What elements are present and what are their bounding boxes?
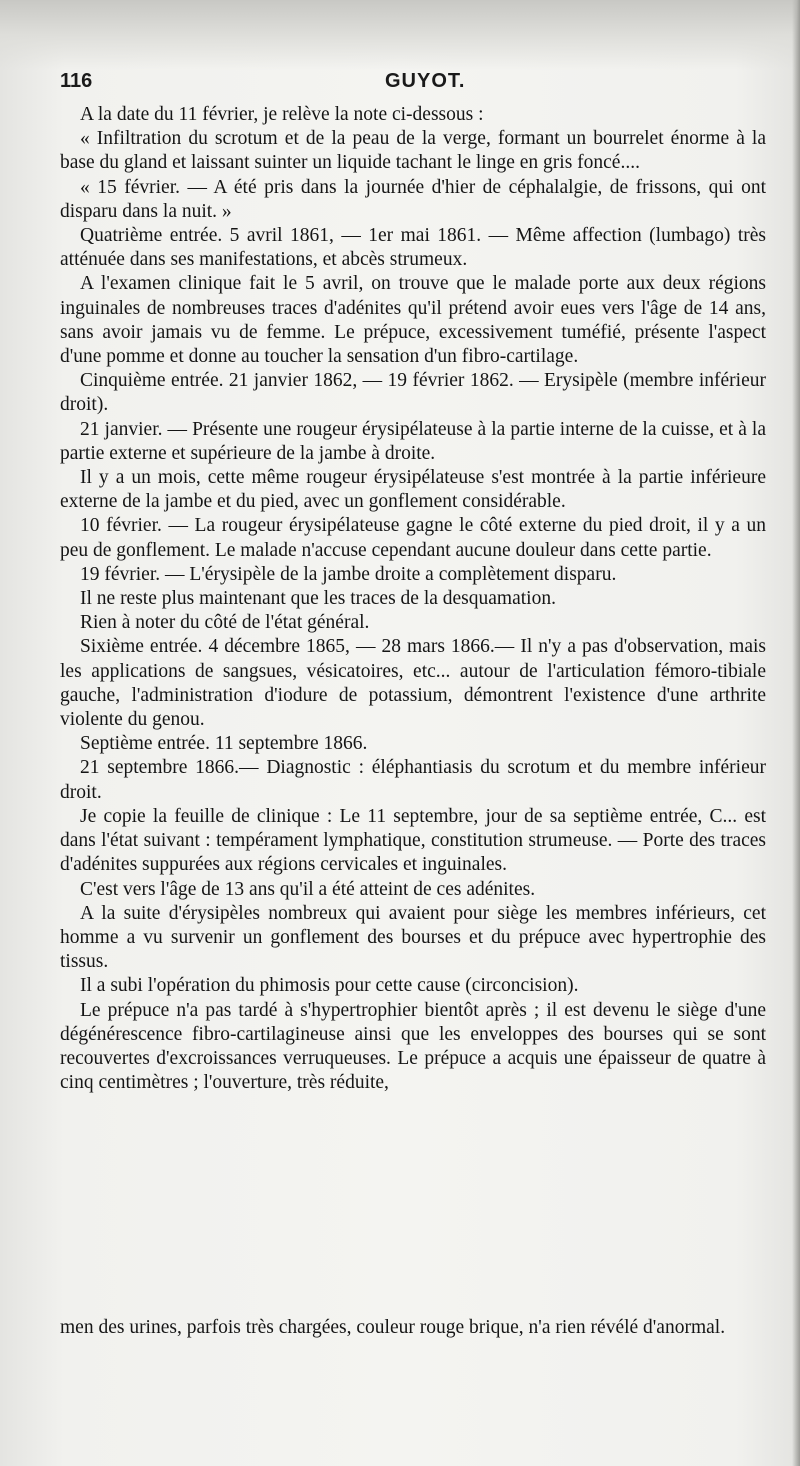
paragraph: 19 février. — L'érysipèle de la jambe droite a complètement disparu. (80, 563, 617, 585)
paragraph: A l'examen clinique fait le 5 avril, on trouve que le malade porte aux deux régions inguinales de nombreuses traces d'adénites qu'il prétend avoir eues vers l'âge de 14 ans, sans avoir jamais vu de femme. Le prépuce, excessivement tuméfié, présente l'aspect d'une pomme et donne au toucher la sensation d'un fibro-cartilage. (60, 273, 766, 368)
paragraph: 21 janvier. — Présente une rougeur érysipélateuse à la partie interne de la cuisse, et à la partie externe et supérieure de la jambe à droite. (60, 418, 766, 464)
paragraph: Je copie la feuille de clinique : Le 11 septembre, jour de sa septième entrée, C... est dans l'état suivant : tempérament lymphatique, constitution strumeuse. — Porte des traces d'adénites suppurées aux régions cervicales et inguinales. (60, 805, 766, 876)
closing-text (60, 1316, 766, 1340)
paragraph: Il y a un mois, cette même rougeur érysipélateuse s'est montrée à la partie inférieure externe de la jambe et du pied, avec un gonflement considérable. (60, 467, 766, 513)
paragraph: « Infiltration du scrotum et de la peau de la verge, formant un bourrelet énorme à la base du gland et laissant suinter un liquide tachant le linge en gris foncé.... (60, 128, 766, 174)
scan-top-shadow (0, 0, 800, 70)
body-text (60, 103, 766, 1095)
paragraph: « 15 février. — A été pris dans la journée d'hier de céphalalgie, de frissons, qui ont disparu dans la nuit. » (60, 176, 766, 222)
paragraph: Le prépuce n'a pas tardé à s'hypertrophier bientôt après ; il est devenu le siège d'une dégénérescence fibro-cartilagineuse ainsi que les enveloppes des bourses qui se sont recouvertes d'excroissances verruqueuses. Le prépuce a acquis une épaisseur de quatre à cinq centimètres ; l'ouverture, très réduite, (60, 999, 766, 1094)
paragraph: Cinquième entrée. 21 janvier 1862, — 19 février 1862. — Erysipèle (membre inférieur droit). (60, 370, 766, 416)
paragraph: A la suite d'érysipèles nombreux qui avaient pour siège les membres inférieurs, cet homme a vu survenir un gonflement des bourses et du prépuce avec hypertrophie des tissus. (60, 902, 766, 973)
paragraph: Rien à noter du côté de l'état général. (80, 612, 370, 634)
paragraph: Il ne reste plus maintenant que les traces de la desquamation. (80, 588, 556, 610)
paragraph: Septième entrée. 11 septembre 1866. (80, 733, 368, 755)
page-number: 116 (60, 70, 93, 92)
paragraph: Sixième entrée. 4 décembre 1865, — 28 mars 1866.— Il n'y a pas d'observation, mais les applications de sangsues, vésicatoires, etc... autour de l'articulation fémoro-tibiale gauche, l'administration d'iodure de potassium, démontrent l'existence d'une arthrite violente du genou. (60, 636, 766, 731)
running-title: GUYOT. (385, 70, 466, 92)
scan-right-edge (792, 0, 800, 1466)
closing-paragraph: men des urines, parfois très chargées, couleur rouge brique, n'a rien révélé d'anormal. (60, 1317, 726, 1338)
paragraph: 21 septembre 1866.— Diagnostic : éléphantiasis du scrotum et du membre inférieur droit. (60, 757, 766, 803)
paragraph: A la date du 11 février, je relève la note ci-dessous : (80, 104, 484, 125)
paragraph: C'est vers l'âge de 13 ans qu'il a été atteint de ces adénites. (80, 878, 536, 900)
paragraph: Quatrième entrée. 5 avril 1861, — 1er mai 1861. — Même affection (lumbago) très atténuée dans ses manifestations, et abcès strumeux. (60, 225, 766, 271)
paragraph: Il a subi l'opération du phimosis pour cette cause (circoncision). (80, 975, 579, 997)
running-head (60, 70, 760, 100)
paragraph: 10 février. — La rougeur érysipélateuse gagne le côté externe du pied droit, il y a un peu de gonflement. Le malade n'accuse cependant aucune douleur dans cette partie. (60, 515, 766, 561)
